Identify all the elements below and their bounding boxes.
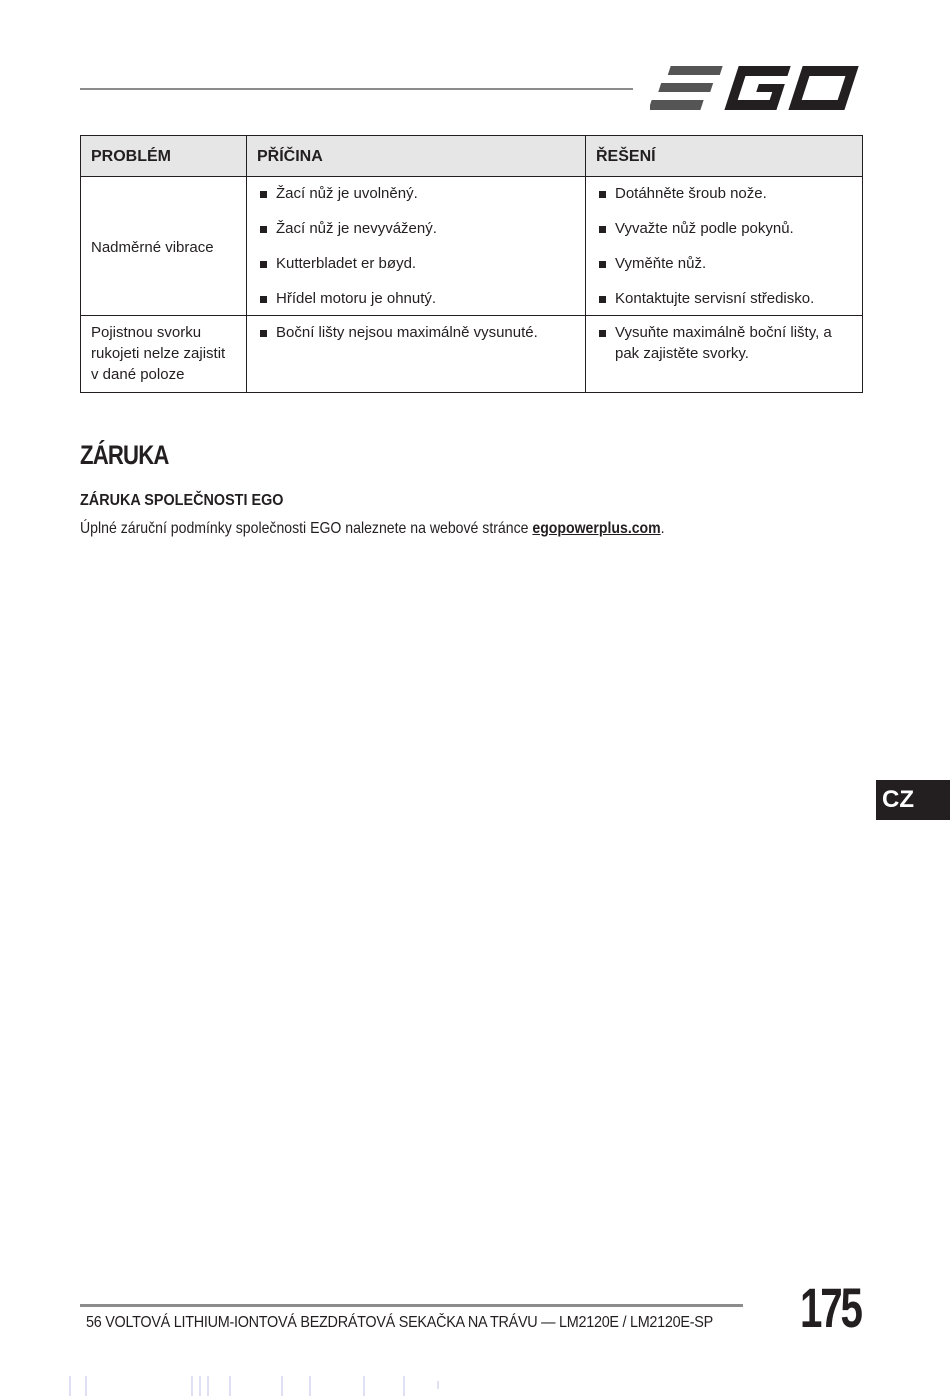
ego-logo	[650, 62, 862, 114]
print-marks	[60, 1375, 460, 1397]
problem-cell: Pojistnou svorku rukojeti nelze zajistit v dané poloze	[81, 316, 247, 393]
warranty-link[interactable]: egopowerplus.com	[532, 520, 661, 537]
list-item: Kutterbladet er bøyd.	[259, 253, 575, 274]
footer-rule	[80, 1304, 743, 1307]
list-item: Vyvažte nůž podle pokynů.	[598, 218, 852, 239]
table-row	[81, 177, 863, 316]
list-item: Žací nůž je uvolněný.	[259, 183, 575, 204]
footer-title: 56 VOLTOVÁ LITHIUM-IONTOVÁ BEZDRÁTOVÁ SEKAČKA NA TRÁVU — LM2120E / LM2120E-SP	[86, 1314, 713, 1331]
header-solution: ŘEŠENÍ	[586, 136, 863, 177]
troubleshooting-table	[80, 135, 863, 393]
header-cause: PŘÍČINA	[247, 136, 586, 177]
list-item: Dotáhněte šroub nože.	[598, 183, 852, 204]
problem-cell: Nadměrné vibrace	[81, 177, 247, 316]
language-tab: CZ	[876, 780, 950, 820]
warranty-text-end: .	[660, 520, 665, 537]
subsection-title: ZÁRUKA SPOLEČNOSTI EGO	[80, 492, 284, 509]
list-item: Žací nůž je nevyvážený.	[259, 218, 575, 239]
warranty-paragraph	[80, 520, 665, 538]
solution-cell	[586, 177, 863, 316]
warranty-text: Úplné záruční podmínky společnosti EGO naleznete na webové stránce	[80, 520, 533, 537]
section-title: ZÁRUKA	[80, 440, 169, 470]
table-header-row	[81, 136, 863, 177]
cause-cell	[247, 177, 586, 316]
list-item: Kontaktujte servisní středisko.	[598, 288, 852, 309]
cause-cell	[247, 316, 586, 393]
list-item: Hřídel motoru je ohnutý.	[259, 288, 575, 309]
list-item: Boční lišty nejsou maximálně vysunuté.	[259, 322, 575, 343]
list-item: Vysuňte maximálně boční lišty, a pak zajistěte svorky.	[598, 322, 852, 364]
list-item: Vyměňte nůž.	[598, 253, 852, 274]
header-rule	[80, 88, 633, 90]
header-problem: PROBLÉM	[81, 136, 247, 177]
table-row	[81, 316, 863, 393]
page-number: 175	[800, 1276, 861, 1339]
solution-cell	[586, 316, 863, 393]
